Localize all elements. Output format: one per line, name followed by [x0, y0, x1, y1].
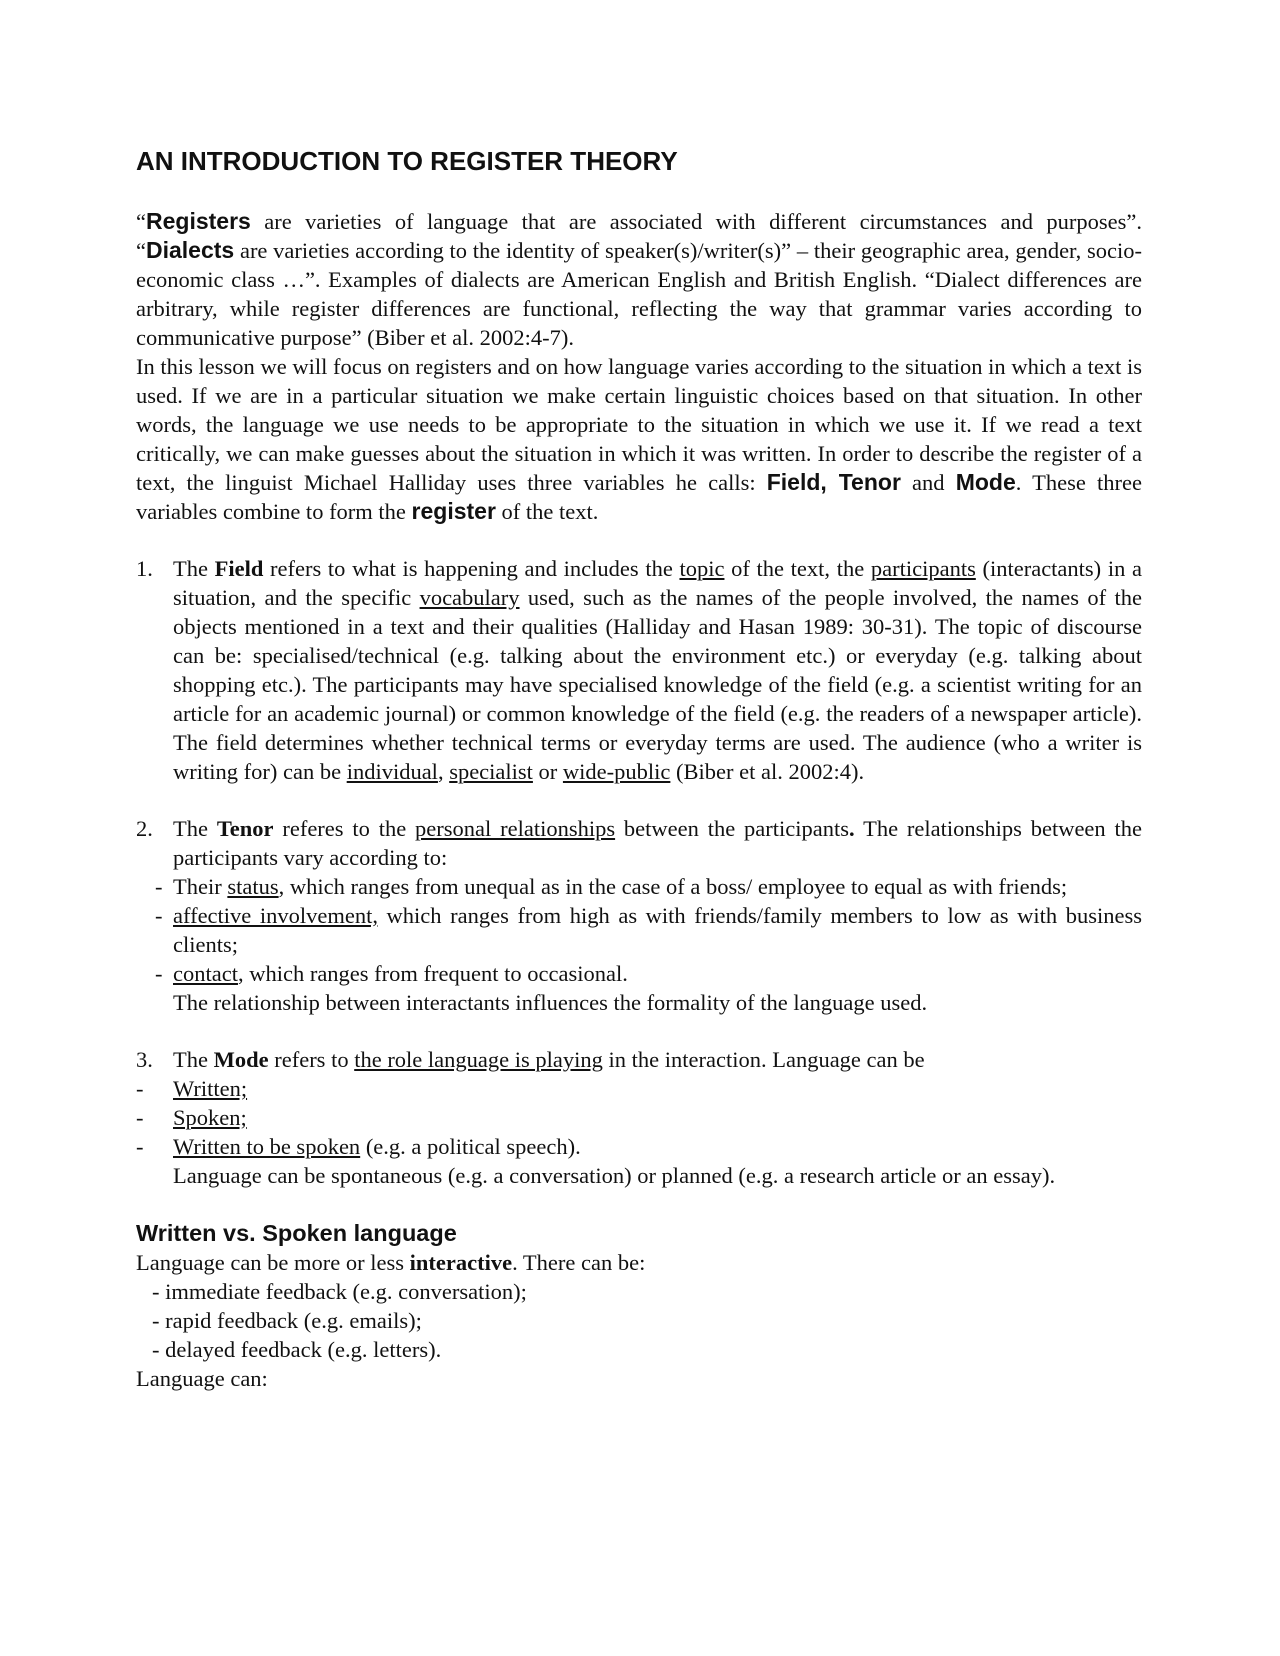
- mode-sub-written-to-be-spoken: - Written to be spoken (e.g. a political speech).: [136, 1134, 581, 1159]
- term-dialects: Dialects: [146, 237, 235, 263]
- mode-label: Mode: [213, 1047, 269, 1072]
- term-register: register: [411, 498, 496, 524]
- field-label: Field: [214, 556, 264, 581]
- tenor-closing: The relationship between interactants influences the formality of the language used.: [173, 990, 928, 1015]
- document-page: [136, 146, 1142, 1393]
- term-field-tenor: Field, Tenor: [766, 469, 901, 495]
- mode-sub-spoken: - Spoken;: [136, 1105, 247, 1130]
- mode-closing: Language can be spontaneous (e.g. a conversation) or planned (e.g. a research article or an essay).: [173, 1163, 1056, 1188]
- tenor-sub-affective: - affective involvement, which ranges from high as with friends/family members to low as with business clients;: [155, 903, 1142, 957]
- list-item-tenor: 2. The Tenor referes to the personal relationships between the participants. The relationships between the participants vary according to:: [136, 816, 1142, 870]
- feedback-immediate: - immediate feedback (e.g. conversation);: [152, 1279, 527, 1304]
- language-can-line: Language can:: [136, 1366, 268, 1391]
- intro-paragraph: “Registers are varieties of language that are associated with different circumstances and purposes”. “Dialects are varieties according to the identity of speaker(s)/writer(s)” – their geographic area, gender, socio-economic class …”. Examples of dialects are American English and British English. “Dialect differences are arbitrary, while register differences are functional, reflecting the way that grammar varies according to communicative purpose” (Biber et al. 2002:4-7).: [136, 208, 1142, 350]
- list-item-field: 1. The Field refers to what is happening and includes the topic of the text, the participants (interactants) in a situation, and the specific vocabulary used, such as the names of the people involved, the names of the objects mentioned in a text and their qualities (Halliday and Hasan 1989: 30-31). The topic of discourse can be: specialised/technical (e.g. talking about the environment etc.) or everyday (e.g. talking about shopping etc.). The participants may have specialised knowledge of the field (e.g. a scientist writing for an article for an academic journal) or common knowledge of the field (e.g. the readers of a newspaper article). The field determines whether technical terms or everyday terms are used. The audience (who a writer is writing for) can be individual, specialist or wide-public (Biber et al. 2002:4).: [136, 556, 1142, 784]
- tenor-label: Tenor: [216, 816, 274, 841]
- feedback-delayed: - delayed feedback (e.g. letters).: [152, 1337, 442, 1362]
- tenor-sub-status: - Their status, which ranges from unequal as in the case of a boss/ employee to equal as with friends;: [155, 874, 1068, 899]
- page-title: AN INTRODUCTION TO REGISTER THEORY: [136, 146, 678, 176]
- feedback-rapid: - rapid feedback (e.g. emails);: [152, 1308, 422, 1333]
- interactive-line: Language can be more or less interactive. There can be:: [136, 1250, 646, 1275]
- term-mode: Mode: [955, 469, 1016, 495]
- term-registers: Registers: [146, 208, 251, 234]
- tenor-sub-contact: - contact, which ranges from frequent to occasional.: [155, 961, 628, 986]
- mode-sub-written: - Written;: [136, 1076, 248, 1101]
- lesson-paragraph: In this lesson we will focus on registers and on how language varies according to the situation in which a text is used. If we are in a particular situation we make certain linguistic choices based on that situation. In other words, the language we use needs to be appropriate to the situation in which we use it. If we read a text critically, we can make guesses about the situation in which it was written. In order to describe the register of a text, the linguist Michael Halliday uses three variables he calls: Field, Tenor and Mode. These three variables combine to form the register of the text.: [136, 354, 1142, 524]
- list-item-mode: 3. The Mode refers to the role language is playing in the interaction. Language can be: [136, 1047, 925, 1072]
- section-heading-written-vs-spoken: Written vs. Spoken language: [136, 1220, 457, 1246]
